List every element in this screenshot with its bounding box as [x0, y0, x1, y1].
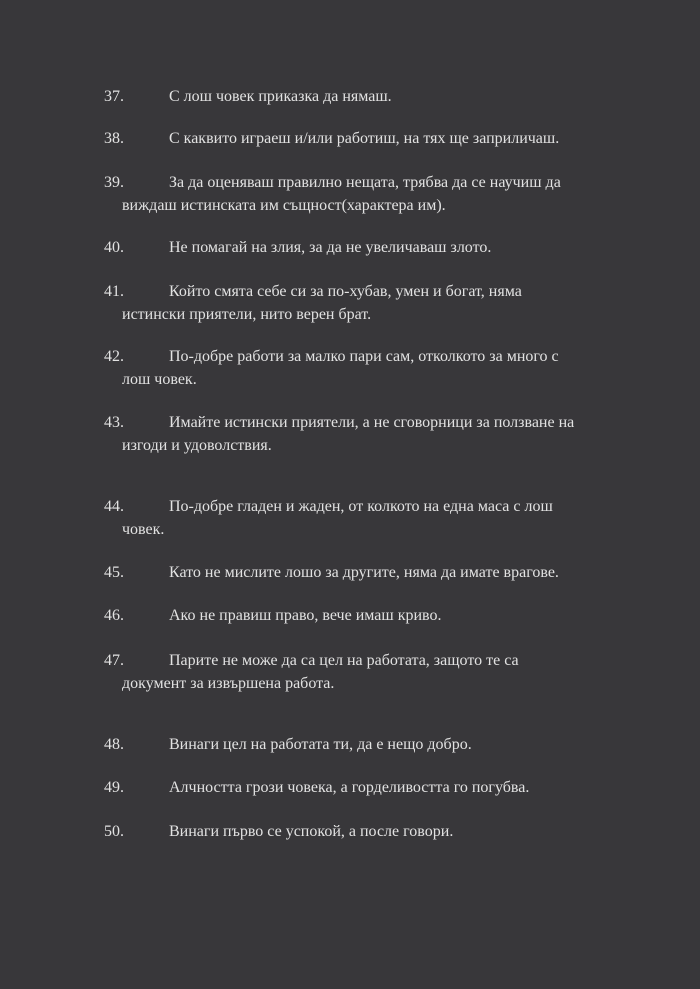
item-number: 37.	[104, 88, 124, 105]
item-text-continuation: изгоди и удоволствия.	[122, 437, 272, 454]
item-text-continuation: човек.	[122, 521, 165, 538]
item-text: Не помагай на злия, за да не увеличаваш злото.	[169, 239, 492, 256]
item-number: 39.	[104, 174, 124, 191]
item-number: 47.	[104, 652, 124, 669]
item-text: Парите не може да са цел на работата, защото те са	[169, 652, 519, 669]
item-number: 42.	[104, 348, 124, 365]
item-number: 48.	[104, 736, 124, 753]
item-text: Като не мислите лошо за другите, няма да имате врагове.	[169, 564, 559, 581]
item-text: Ако не правиш право, вече имаш криво.	[169, 607, 442, 624]
item-text: С каквито играеш и/или работиш, на тях ще заприличаш.	[169, 130, 560, 147]
item-number: 43.	[104, 414, 124, 431]
item-text: По-добре работи за малко пари сам, отколкото за много с	[169, 348, 559, 365]
item-number: 49.	[104, 779, 124, 796]
item-number: 38.	[104, 130, 124, 147]
item-number: 44.	[104, 498, 124, 515]
item-number: 41.	[104, 283, 124, 300]
item-number: 50.	[104, 823, 124, 840]
item-text-continuation: лош човек.	[122, 371, 197, 388]
item-number: 40.	[104, 239, 124, 256]
item-text-continuation: виждаш истинската им същност(характера им).	[122, 197, 446, 214]
item-text-continuation: истински приятели, нито верен брат.	[122, 306, 372, 323]
item-text-continuation: документ за извършена работа.	[122, 675, 335, 692]
item-text: Винаги цел на работата ти, да е нещо добро.	[169, 736, 472, 753]
item-text: По-добре гладен и жаден, от колкото на една маса с лош	[169, 498, 553, 515]
item-number: 45.	[104, 564, 124, 581]
item-text: Който смята себе си за по-хубав, умен и богат, няма	[169, 283, 522, 300]
item-text: Алчността грози човека, а горделивостта го погубва.	[169, 779, 530, 796]
item-text: С лош човек приказка да нямаш.	[169, 88, 392, 105]
item-text: Винаги първо се успокой, а после говори.	[169, 823, 454, 840]
item-number: 46.	[104, 607, 124, 624]
item-text: За да оценяваш правилно нещата, трябва да се научиш да	[169, 174, 561, 191]
item-text: Имайте истински приятели, а не сговорници за ползване на	[169, 414, 575, 431]
